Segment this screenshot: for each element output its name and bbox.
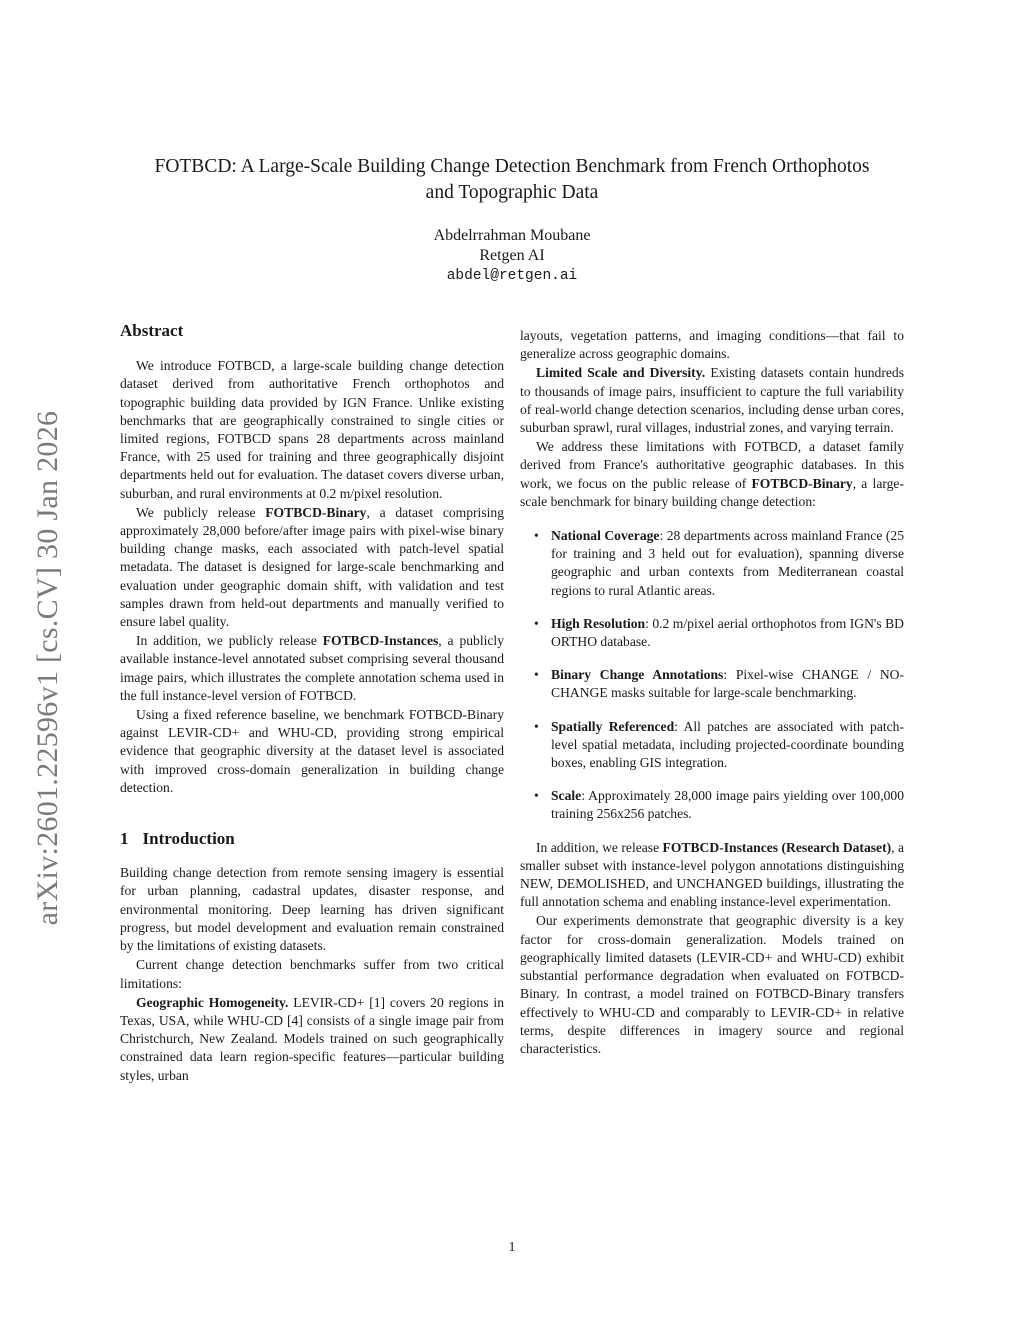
intro-paragraph-2: Current change detection benchmarks suffer from two critical limitations: (120, 957, 504, 991)
right-paragraph-limited-scale: Limited Scale and Diversity. Existing datasets contain hundreds to thousands of image pairs, insufficient to capture the full variability of real-world change detection scenarios, including dense urban cores, suburban sprawl, rural villages, industrial zones, and varying terrain. (520, 365, 905, 436)
right-paragraph-experiments: Our experiments demonstrate that geographic diversity is a key factor for cross-domain generalization. Models trained on geographically limited datasets (LEVIR-CD+ and WHU-CD) exhibit substantial performance degradation when evaluated on FOTBCD-Binary. In contrast, a model trained on FOTBCD-Binary transfers effectively to WHU-CD and comparably to LEVIR-CD+ in relative terms, despite differences in imagery source and regional characteristics. (520, 913, 904, 1056)
section-title: Introduction (142, 829, 235, 849)
paper-title (110, 154, 914, 206)
arxiv-identifier: arXiv:2601.22596v1 [cs.CV] 30 Jan 2026 (31, 410, 64, 926)
bullet-icon: • (534, 788, 539, 804)
bullet-icon: • (534, 615, 539, 631)
list-item: • National Coverage: 28 departments across mainland France (25 for training and 3 held out for evaluation), spanning diverse geographic and urban contexts from Mediterranean coastal regions to rural Atlantic areas. (534, 528, 904, 598)
intro-paragraph-3: Geographic Homogeneity. LEVIR-CD+ [1] covers 20 regions in Texas, USA, while WHU-CD [4] consists of a single image pair from Christchurch, New Zealand. Models trained on such geographically constrained data learn region-specific features—particular building styles, urban (120, 994, 504, 1083)
bullet-icon: • (534, 718, 539, 734)
contribution-list (520, 527, 904, 824)
list-item: • Binary Change Annotations: Pixel-wise CHANGE / NO-CHANGE masks suitable for large-scale benchmarking. (534, 667, 904, 701)
abstract-paragraph-4: Using a fixed reference baseline, we benchmark FOTBCD-Binary against LEVIR-CD+ and WHU-CD, providing strong empirical evidence that geographic diversity at the dataset level is associated with improved cross-domain generalization in building change detection. (120, 707, 504, 795)
title-line-1: FOTBCD: A Large-Scale Building Change Detection Benchmark from French Orthophotos (154, 156, 870, 177)
abstract-heading: Abstract (120, 321, 184, 340)
section-heading-introduction (120, 830, 504, 848)
author-affiliation: Retgen AI (479, 247, 545, 264)
section-number: 1 (120, 829, 129, 849)
arxiv-sidebar-stamp (28, 378, 68, 958)
right-paragraph-address: We address these limitations with FOTBCD, a dataset family derived from France's authoritative geographic databases. In this work, we focus on the public release of FOTBCD-Binary, a large-scale benchmark for binary building change detection: (520, 439, 904, 509)
page-number: 1 (508, 1240, 516, 1255)
list-item: • Scale: Approximately 28,000 image pairs yielding over 100,000 training 256x256 patches. (534, 788, 904, 822)
bullet-icon: • (534, 667, 539, 683)
left-column (120, 322, 504, 1085)
list-item: • Spatially Referenced: All patches are associated with patch-level spatial metadata, including projected-coordinate bounding boxes, enabling GIS integration. (534, 718, 904, 771)
intro-paragraph-1: Building change detection from remote sensing imagery is essential for urban planning, cadastral updates, disaster response, and environmental monitoring. Deep learning has driven significant progress, but model development and evaluation remain constrained by the limitations of existing datasets. (120, 865, 504, 954)
author-email[interactable]: abdel@retgen.ai (446, 268, 578, 284)
right-paragraph-continued: layouts, vegetation patterns, and imaging conditions—that fail to generalize across geographic domains. (520, 328, 904, 362)
abstract-paragraph-1: We introduce FOTBCD, a large-scale building change detection dataset derived from authoritative French orthophotos and topographic building data provided by IGN France. Unlike existing benchmarks that are geographically constrained to single cities or limited regions, FOTBCD spans 28 departments across mainland France, with 25 used for training and three geographically disjoint departments held out for evaluation. The dataset covers diverse urban, suburban, and rural environments at 0.2 m/pixel resolution. (120, 358, 504, 501)
bullet-icon: • (534, 528, 539, 544)
list-item: • High Resolution: 0.2 m/pixel aerial orthophotos from IGN's BD ORTHO database. (534, 615, 904, 650)
abstract-paragraph-3: In addition, we publicly release FOTBCD-Instances, a publicly available instance-level annotated subset comprising several thousand image pairs, which illustrates the complete annotation schema used in the full instance-level version of FOTBCD. (120, 633, 504, 703)
author-name: Abdelrrahman Moubane (433, 227, 591, 244)
right-paragraph-instances: In addition, we release FOTBCD-Instances (Research Dataset), a smaller subset with instance-level polygon annotations distinguishing NEW, DEMOLISHED, and UNCHANGED buildings, illustrating the full annotation schema and enabling instance-level experimentation. (520, 839, 904, 910)
abstract-paragraph-2: We publicly release FOTBCD-Binary, a dataset comprising approximately 28,000 before/after image pairs with pixel-wise binary building change masks, each associated with patch-level spatial metadata. The dataset is designed for large-scale benchmarking and evaluation under geographic domain shift, with validation and test samples drawn from held-out departments and manually verified to ensure label quality. (120, 504, 504, 630)
title-line-2: and Topographic Data (425, 182, 599, 203)
right-column (520, 327, 904, 1058)
